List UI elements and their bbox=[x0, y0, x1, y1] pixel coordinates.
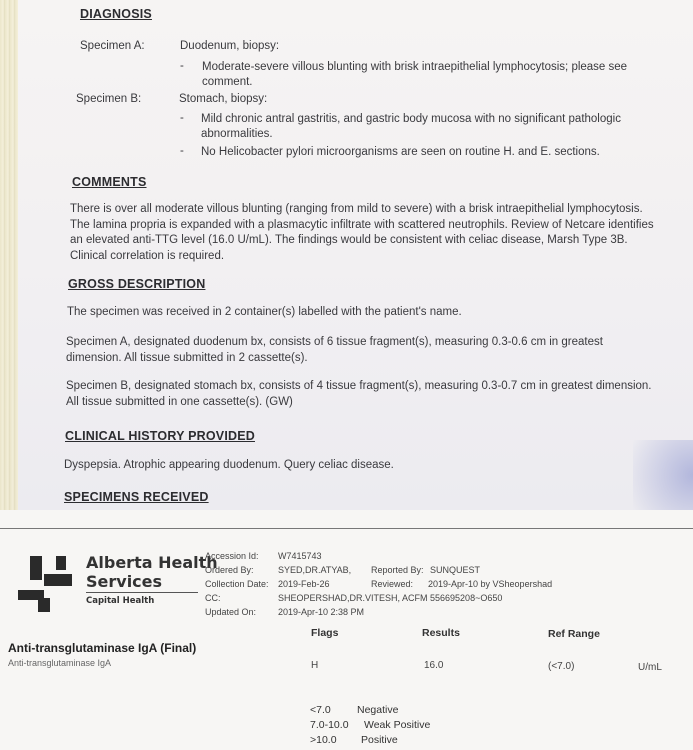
results-column-header: Results bbox=[422, 627, 460, 639]
diagnosis-heading: DIAGNOSIS bbox=[80, 7, 152, 21]
clinical-history-text: Dyspepsia. Atrophic appearing duodenum. Query celiac disease. bbox=[64, 459, 394, 471]
comments-text: There is over all moderate villous blunting (ranging from mild to severe) with a brisk intraepithelial lymphocytosis. The lamina propria is expanded with a plasmacytic infiltrate with scattered neutrophils. Review of Netcare identifies an elevated anti-TTG level (16.0 U/mL). The findings would be consistent with celiac disease, Marsh Type 3B. Clinical correlation is required. bbox=[70, 203, 654, 262]
ref-range-column-header: Ref Range bbox=[548, 628, 600, 640]
ordered-by-value: SYED,DR.ATYAB, bbox=[278, 565, 352, 575]
test-row-name: Anti-transglutaminase IgA bbox=[8, 658, 112, 668]
brand-underline bbox=[86, 592, 198, 593]
reported-by-label: Reported By: bbox=[371, 565, 424, 575]
collection-date-label: Collection Date: bbox=[205, 579, 269, 589]
clinical-history-heading: CLINICAL HISTORY PROVIDED bbox=[65, 429, 255, 443]
reference-meaning: Negative bbox=[357, 704, 399, 716]
reviewed-value: 2019-Apr-10 by VSheopershad bbox=[428, 579, 553, 589]
brand-subtitle: Capital Health bbox=[86, 596, 155, 606]
specimen-b-site: Stomach, biopsy: bbox=[179, 93, 268, 105]
updated-on-label: Updated On: bbox=[205, 607, 257, 617]
specimen-a-site: Duodenum, biopsy: bbox=[180, 40, 280, 52]
updated-on-value: 2019-Apr-10 2:38 PM bbox=[278, 607, 365, 617]
reference-range: 7.0-10.0 bbox=[310, 719, 349, 731]
flags-column-header: Flags bbox=[311, 627, 339, 639]
ordered-by-label: Ordered By: bbox=[205, 565, 254, 575]
reference-meaning: Positive bbox=[361, 734, 398, 746]
specimen-b-finding-1: Mild chronic antral gastritis, and gastric body mucosa with no significant pathologic abnormalities. bbox=[201, 113, 621, 140]
accession-label: Accession Id: bbox=[205, 551, 259, 561]
test-title: Anti-transglutaminase IgA (Final) bbox=[8, 641, 197, 655]
reference-range: <7.0 bbox=[310, 704, 331, 716]
bullet-dash: - bbox=[180, 60, 184, 72]
test-row-result: 16.0 bbox=[424, 660, 444, 671]
brand-name-line1: Alberta Health bbox=[86, 553, 218, 572]
reported-by-value: SUNQUEST bbox=[430, 565, 481, 575]
comments-heading: COMMENTS bbox=[72, 175, 147, 189]
bullet-dash: - bbox=[180, 145, 184, 157]
reference-meaning: Weak Positive bbox=[364, 719, 431, 731]
specimen-a-finding: Moderate-severe villous blunting with brisk intraepithelial lymphocytosis; please see comment. bbox=[202, 61, 628, 88]
collection-date-value: 2019-Feb-26 bbox=[278, 579, 330, 589]
bullet-dash: - bbox=[180, 112, 184, 124]
specimen-b-finding-2: No Helicobacter pylori microorganisms are seen on routine H. and E. sections. bbox=[201, 146, 600, 158]
specimen-a-label: Specimen A: bbox=[80, 40, 145, 52]
header-divider bbox=[0, 528, 693, 529]
specimen-b-label: Specimen B: bbox=[76, 93, 142, 105]
reviewed-label: Reviewed: bbox=[371, 579, 414, 589]
brand-name-line2: Services bbox=[86, 572, 163, 591]
cc-label: CC: bbox=[205, 593, 221, 603]
cc-value: SHEOPERSHAD,DR.VITESH, ACFM 556695208~O650 bbox=[278, 593, 503, 603]
test-row-flag: H bbox=[311, 660, 319, 671]
gross-paragraph-2: Specimen A, designated duodenum bx, consists of 6 tissue fragment(s), measuring 0.3-0.6 cm in greatest dimension. All tissue submitted in 2 cassette(s). bbox=[66, 336, 603, 364]
gross-paragraph-3: Specimen B, designated stomach bx, consists of 4 tissue fragment(s), measuring 0.3-0.7 cm in greatest dimension. All tissue submitted in one cassette(s). (GW) bbox=[66, 380, 652, 408]
specimens-received-heading: SPECIMENS RECEIVED bbox=[64, 490, 209, 504]
accession-value: W7415743 bbox=[278, 551, 322, 561]
test-row-range: (<7.0) bbox=[548, 661, 575, 672]
photo-glare bbox=[633, 440, 693, 510]
reference-range: >10.0 bbox=[310, 734, 337, 746]
gross-paragraph-1: The specimen was received in 2 container(s) labelled with the patient's name. bbox=[67, 306, 462, 318]
gross-description-heading: GROSS DESCRIPTION bbox=[68, 277, 206, 291]
test-row-units: U/mL bbox=[638, 662, 662, 673]
